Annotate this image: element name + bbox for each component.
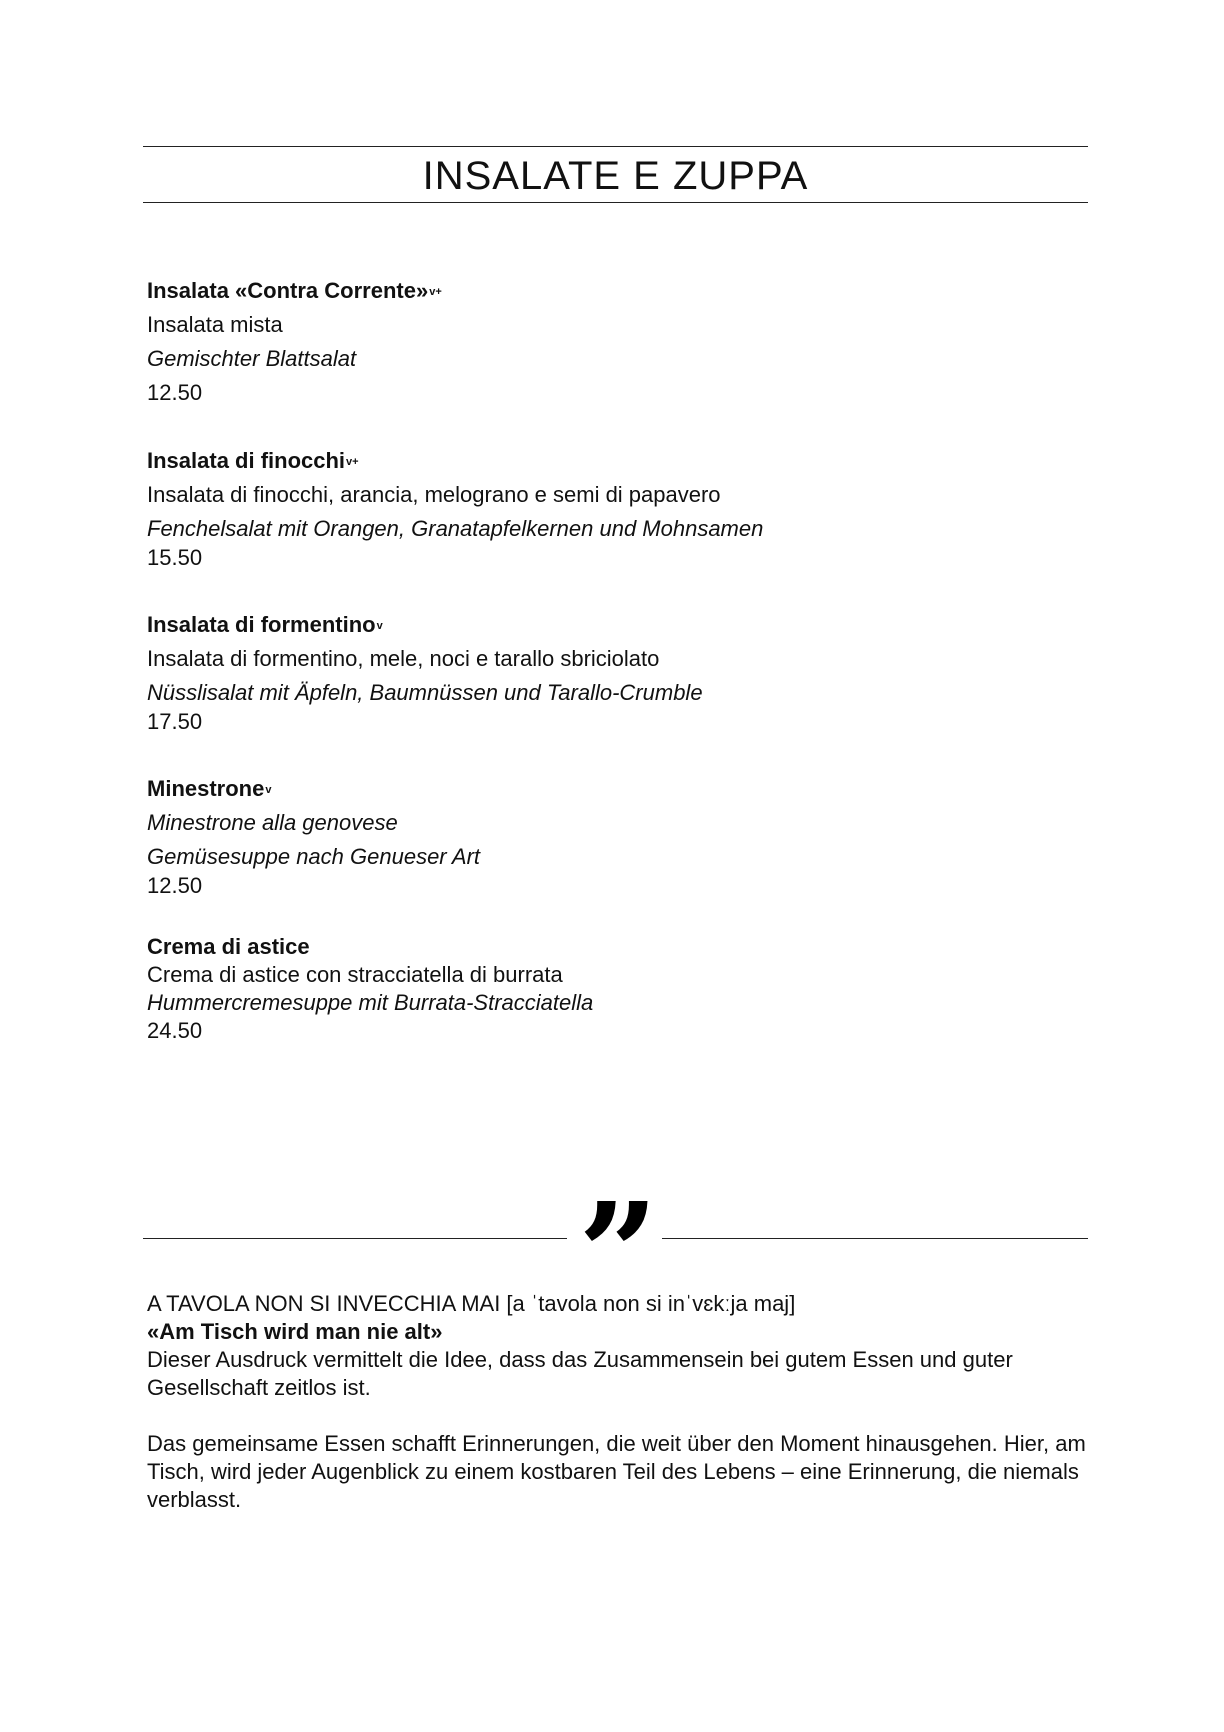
dish-price: 17.50 (147, 709, 203, 734)
menu-item (147, 274, 1087, 410)
dish-description-italian: Insalata di finocchi, arancia, melograno e semi di papavero (147, 482, 721, 507)
dish-description-italian: Insalata di formentino, mele, noci e tarallo sbriciolato (147, 646, 660, 671)
diet-tag: v (376, 620, 383, 632)
menu-item (147, 608, 1087, 734)
diet-tag: v+ (346, 456, 359, 468)
dish-name: Crema di astice (147, 934, 310, 959)
saying-paragraph: Das gemeinsame Essen schafft Erinnerungen, die weit über den Moment hinausgehen. Hier, am Tisch, wird jeder Augenblick zu einem kostbaren Teil des Lebens – eine Erinnerung, die niemals verblasst. (147, 1431, 1086, 1512)
paragraph-spacer (147, 1402, 1087, 1430)
dish-description-german: Gemischter Blattsalat (147, 346, 357, 371)
saying-heading: A TAVOLA NON SI INVECCHIA MAI [a ˈtavola non si inˈvɛkːja maj] (147, 1291, 796, 1316)
dish-name: Insalata «Contra Corrente»$^{v+}$ (147, 278, 442, 303)
diet-tag: v+ (429, 286, 442, 298)
dish-name: Minestrone$^v$ (147, 776, 272, 801)
dish-description-german: Hummercremesuppe mit Burrata-Stracciatella (147, 990, 594, 1015)
quote-icon: ” (578, 1173, 659, 1337)
saying-paragraph: Dieser Ausdruck vermittelt die Idee, dass das Zusammensein bei gutem Essen und guter Gesellschaft zeitlos ist. (147, 1347, 1013, 1400)
dish-name: Insalata di formentino$^v$ (147, 612, 383, 637)
dish-description-italian: Minestrone alla genovese (147, 810, 398, 835)
dish-price: 24.50 (147, 1018, 203, 1043)
dish-price: 12.50 (147, 380, 203, 405)
saying-translation: «Am Tisch wird man nie alt» (147, 1319, 443, 1344)
dish-description-italian: Crema di astice con stracciatella di burrata (147, 962, 563, 987)
dish-price: 15.50 (147, 545, 203, 570)
dish-description-italian: Insalata mista (147, 312, 283, 337)
title-bottom-rule (143, 202, 1088, 203)
dish-description-german: Nüsslisalat mit Äpfeln, Baumnüssen und Tarallo-Crumble (147, 680, 703, 705)
title-top-rule (143, 146, 1088, 147)
dish-description-german: Gemüsesuppe nach Genueser Art (147, 844, 481, 869)
dish-name: Insalata di finocchi$^{v+}$ (147, 448, 359, 473)
quote-divider-right (662, 1238, 1088, 1239)
saying-block (147, 1290, 1087, 1514)
menu-item (147, 772, 1087, 898)
diet-tag: v (265, 784, 272, 796)
dish-description-german: Fenchelsalat mit Orangen, Granatapfelkernen und Mohnsamen (147, 516, 764, 541)
page-title: INSALATE E ZUPPA (422, 154, 809, 198)
menu-item (147, 933, 1087, 1045)
dish-price: 12.50 (147, 873, 203, 898)
menu-item (147, 444, 1087, 570)
quote-divider-left (143, 1238, 567, 1239)
